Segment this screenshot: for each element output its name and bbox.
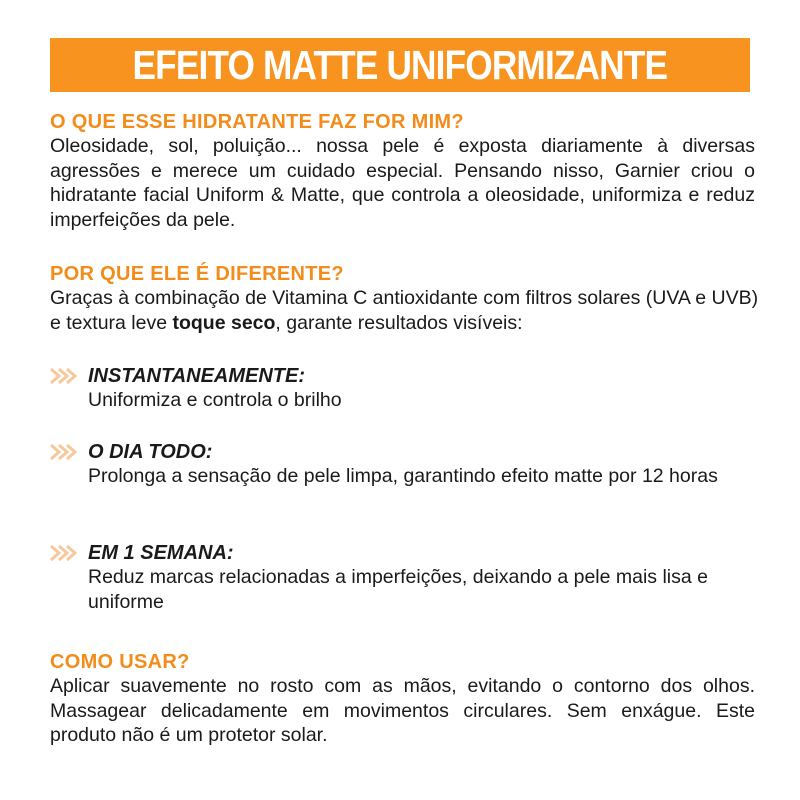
section-heading-how-to-use: COMO USAR? bbox=[50, 651, 190, 673]
benefit-text: Uniformiza e controla o brilho bbox=[88, 389, 342, 411]
section-text-how-to-use: Aplicar suavemente no rosto com as mãos, evitando o contorno dos olhos. Massagear delicadamente em movimentos circulares. Sem enxágue. Este produto não é um protetor solar. bbox=[50, 675, 755, 746]
benefit-text: Prolonga a sensação de pele limpa, garantindo efeito matte por 12 horas bbox=[88, 465, 718, 487]
why-different-text-start: Graças à combinação de Vitamina C antioxidante com filtros solares (UVA e UVB) e textura leve bbox=[50, 287, 759, 334]
benefit-title: EM 1 SEMANA: bbox=[88, 542, 234, 564]
section-heading-what-it-does: O QUE ESSE HIDRATANTE FAZ FOR MIM? bbox=[50, 111, 464, 133]
double-chevron-right-icon bbox=[50, 368, 80, 384]
section-text-why-different bbox=[50, 286, 770, 335]
page-title: EFEITO MATTE UNIFORMIZANTE bbox=[132, 41, 668, 88]
section-text-what-it-does: Oleosidade, sol, poluição... nossa pele é exposta diariamente à diversas agressões e merece um cuidado especial. Pensando nisso, Garnier criou o hidratante facial Uniform & Matte, que controla a oleosidade, uniformiza e reduz imperfeições da pele. bbox=[50, 135, 755, 231]
section-how-to-use bbox=[50, 650, 760, 748]
double-chevron-right-icon bbox=[50, 545, 80, 561]
section-what-it-does bbox=[50, 110, 760, 232]
title-banner bbox=[50, 38, 750, 92]
benefit-title: INSTANTANEAMENTE: bbox=[88, 365, 306, 387]
benefit-text: Reduz marcas relacionadas a imperfeições, deixando a pele mais lisa e uniforme bbox=[88, 566, 708, 613]
why-different-text-end: , garante resultados visíveis: bbox=[275, 311, 523, 334]
double-chevron-right-icon bbox=[50, 444, 80, 460]
section-heading-why-different: POR QUE ELE É DIFERENTE? bbox=[50, 263, 344, 285]
section-why-different bbox=[50, 262, 760, 335]
why-different-text-bold: toque seco bbox=[172, 311, 276, 334]
benefit-title: O DIA TODO: bbox=[88, 441, 213, 463]
